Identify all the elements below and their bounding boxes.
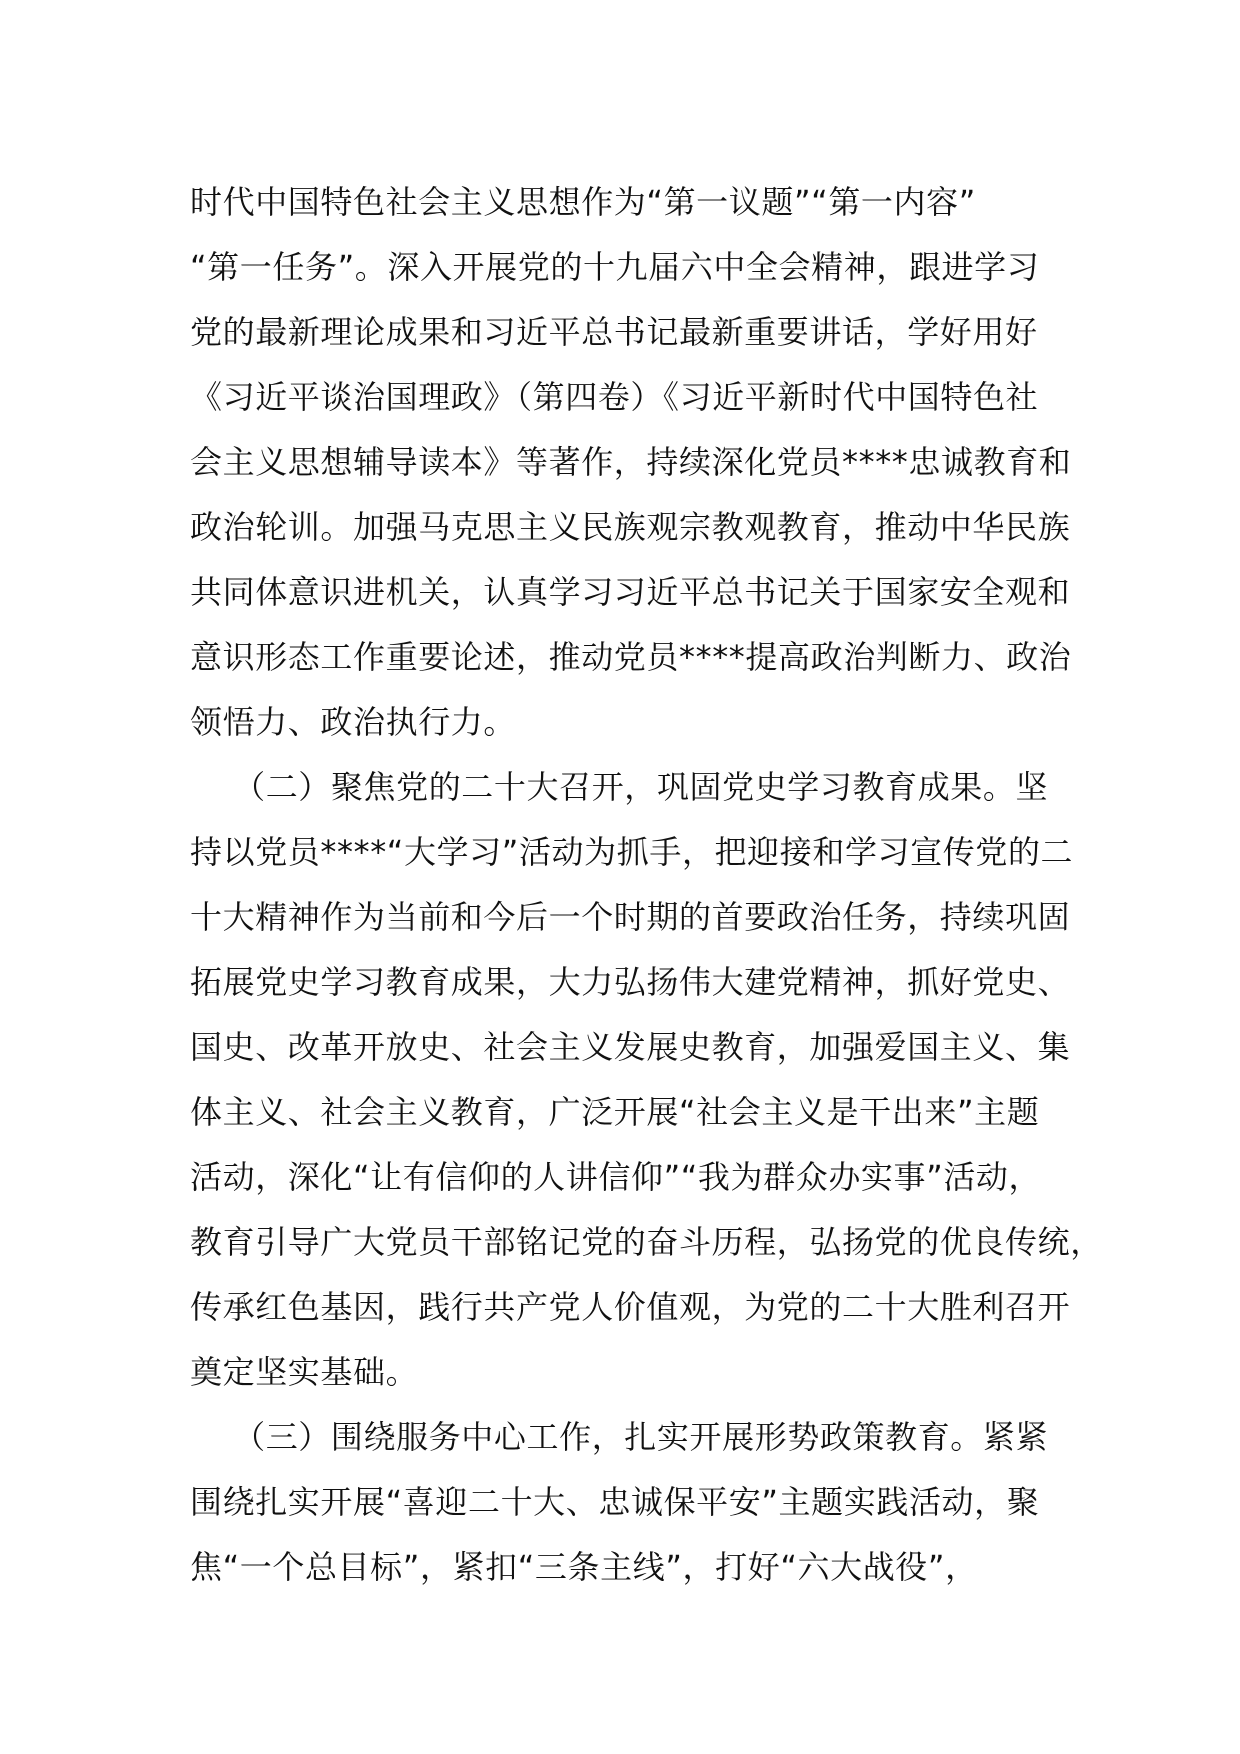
text-line: “第一任务”。深入开展党的十九届六中全会精神，跟进学习: [190, 248, 1040, 286]
text-line: 活动，深化“让有信仰的人讲信仰”“我为群众办实事”活动，: [190, 1158, 1042, 1196]
text-line: 焦“一个总目标”，紧扣“三条主线”，打好“六大战役”，: [190, 1548, 978, 1586]
text-line: 围绕扎实开展“喜迎二十大、忠诚保平安”主题实践活动，聚: [190, 1483, 1040, 1521]
text-line: 领悟力、政治执行力。: [190, 703, 517, 741]
document-body: [190, 170, 1103, 1600]
text-line: 十大精神作为当前和今后一个时期的首要政治任务，持续巩固: [190, 898, 1071, 936]
text-line: 持以党员****“大学习”活动为抓手，把迎接和学习宣传党的二: [190, 833, 1074, 871]
text-line: 时代中国特色社会主义思想作为“第一议题”“第一内容”: [190, 183, 976, 221]
text-line: 《习近平谈治国理政》（第四卷）《习近平新时代中国特色社: [190, 378, 1039, 416]
text-line: 共同体意识进机关，认真学习习近平总书记关于国家安全观和: [190, 573, 1071, 611]
text-line: 政治轮训。加强马克思主义民族观宗教观教育，推动中华民族: [190, 508, 1071, 546]
section-heading-line: （三）围绕服务中心工作，扎实开展形势政策教育。紧紧: [190, 1418, 1049, 1456]
section-heading-line: （二）聚焦党的二十大召开，巩固党史学习教育成果。坚: [190, 768, 1049, 806]
text-line: 体主义、社会主义教育，广泛开展“社会主义是干出来”主题: [190, 1093, 1040, 1131]
text-line: 会主义思想辅导读本》等著作，持续深化党员****忠诚教育和: [190, 443, 1072, 481]
text-line: 意识形态工作重要论述，推动党员****提高政治判断力、政治: [190, 638, 1072, 676]
text-line: 奠定坚实基础。: [190, 1353, 419, 1391]
text-line: 国史、改革开放史、社会主义发展史教育，加强爱国主义、集: [190, 1028, 1071, 1066]
text-line: 党的最新理论成果和习近平总书记最新重要讲话，学好用好: [190, 313, 1038, 351]
text-line: 教育引导广大党员干部铭记党的奋斗历程，弘扬党的优良传统，: [190, 1223, 1103, 1261]
text-line: 传承红色基因，践行共产党人价值观，为党的二十大胜利召开: [190, 1288, 1071, 1326]
text-line: 拓展党史学习教育成果，大力弘扬伟大建党精神，抓好党史、: [190, 963, 1071, 1001]
